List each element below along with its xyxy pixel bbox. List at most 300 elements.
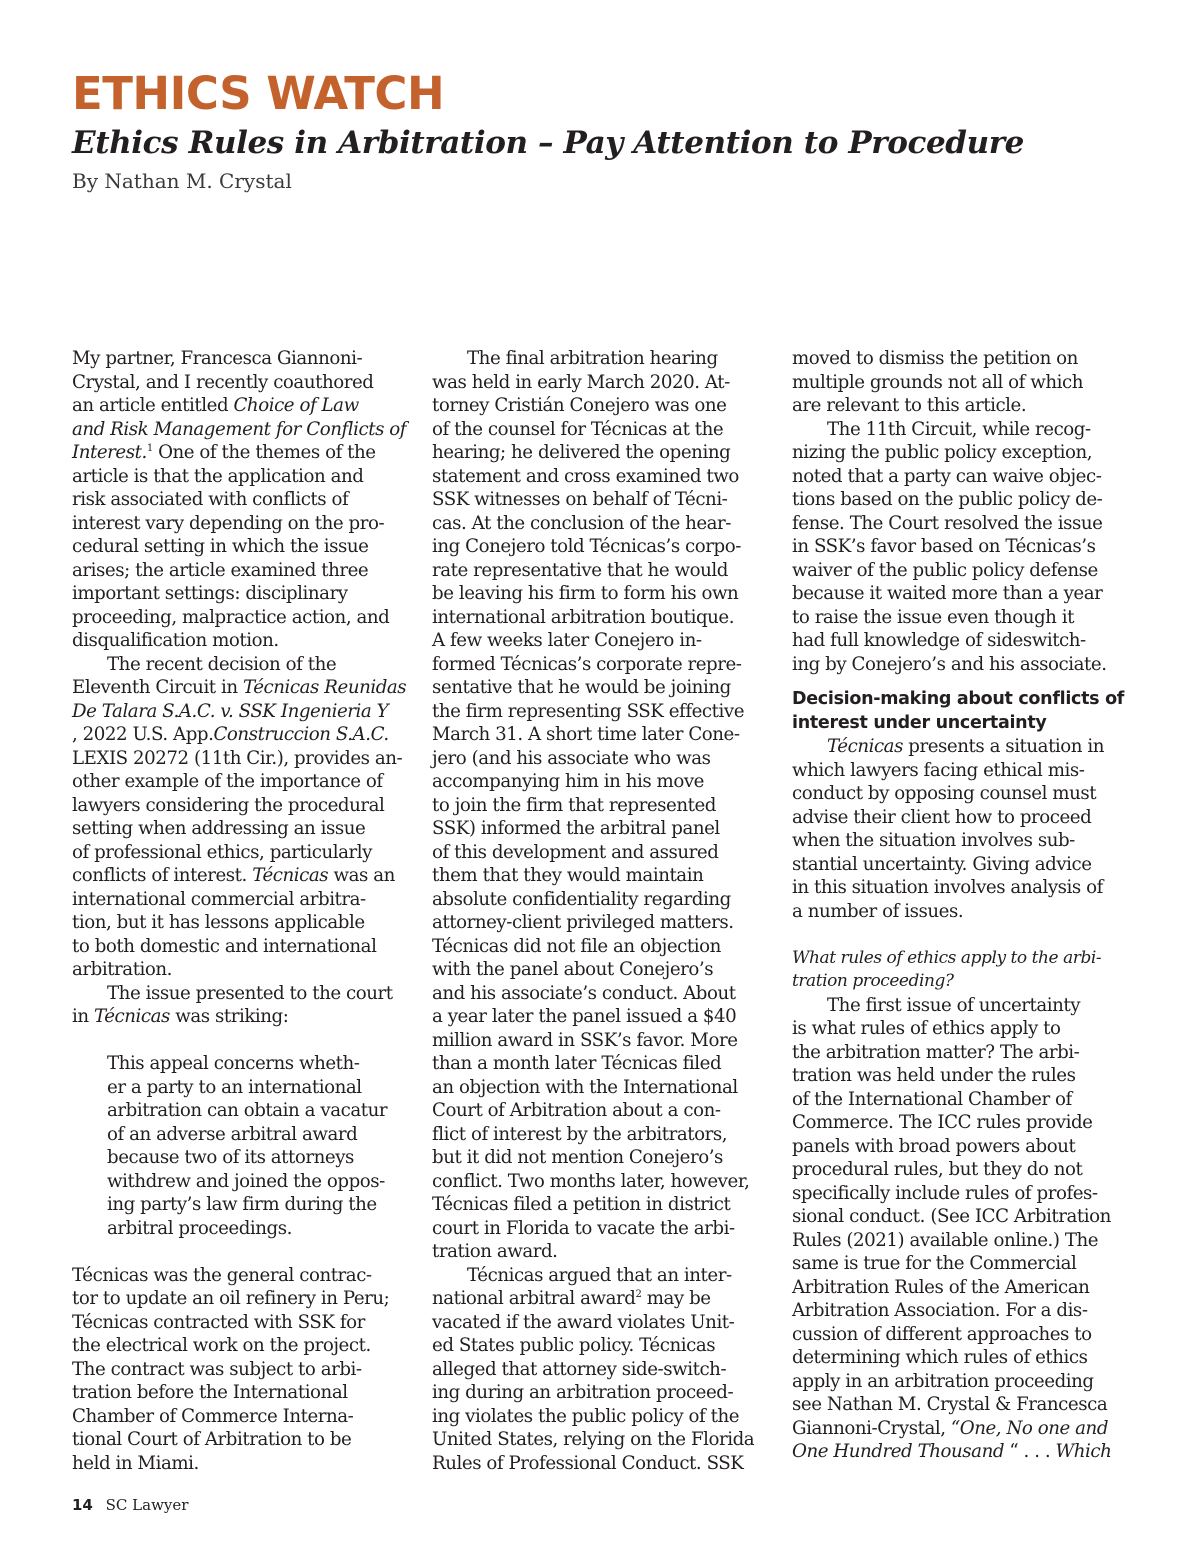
line-text: hearing; he delivered the opening <box>432 442 731 463</box>
text-line <box>72 982 414 1006</box>
line-text: My partner, Francesca Giannoni- <box>72 348 363 369</box>
publication-name: SC Lawyer <box>105 1496 189 1514</box>
text-line <box>72 817 414 841</box>
text-line <box>72 371 414 395</box>
text-line <box>792 1370 1134 1394</box>
italic-text: Choice of Law <box>233 395 359 416</box>
text-line <box>432 747 774 771</box>
text-column-2 <box>432 347 774 1475</box>
text-line <box>432 958 774 982</box>
line-text: statement and cross examined two <box>432 465 739 487</box>
text-line <box>432 1029 774 1053</box>
line-text: jero (and his associate who was <box>432 747 711 769</box>
text-line <box>792 1323 1134 1347</box>
line-text: tions based on the public policy de- <box>792 489 1103 510</box>
line-text: was an <box>328 865 395 886</box>
text-line <box>792 535 1134 559</box>
text-line <box>792 606 1134 630</box>
text-line <box>792 1346 1134 1370</box>
text-line <box>72 653 414 677</box>
italic-subhead-text: What rules of ethics apply to the arbi- <box>792 947 1102 968</box>
text-line <box>792 900 1134 924</box>
line-text: stantial uncertainty. Giving advice <box>792 853 1092 875</box>
line-text: be leaving his firm to form his own <box>432 583 739 604</box>
text-line <box>792 1111 1134 1135</box>
text-line <box>432 864 774 888</box>
text-column-1 <box>72 347 414 1475</box>
text-line <box>432 1334 774 1358</box>
line-text: see Nathan M. Crystal & Francesca <box>792 1394 1108 1415</box>
line-text: SSK) informed the arbitral panel <box>432 818 720 839</box>
line-text: cas. At the conclusion of the hear- <box>432 512 731 534</box>
line-text: same is true for the Commercial <box>792 1253 1077 1274</box>
text-line <box>792 1088 1134 1112</box>
line-text: tor to update an oil refinery in Peru; <box>72 1288 390 1309</box>
line-text: because two of its attorneys <box>107 1147 354 1168</box>
text-line <box>72 1405 414 1429</box>
text-line <box>72 394 414 418</box>
text-line <box>792 1205 1134 1229</box>
italic-text: Which <box>1055 1441 1112 1462</box>
line-text: of this development and assured <box>432 841 719 863</box>
text-line <box>432 629 774 653</box>
line-text: national arbitral award <box>432 1288 636 1309</box>
line-text: of an adverse arbitral award <box>107 1123 358 1145</box>
text-line <box>72 347 414 371</box>
text-line <box>432 1358 774 1382</box>
line-text: article is that the application and <box>72 465 364 487</box>
text-line <box>792 559 1134 583</box>
line-text: LEXIS 20272 (11th Cir.), provides an- <box>72 747 403 769</box>
line-text: an article entitled <box>72 395 234 416</box>
line-text: ing party’s law firm during the <box>107 1194 377 1215</box>
text-line <box>792 465 1134 489</box>
line-text: ing Conejero told Técnicas’s corpo- <box>432 536 741 557</box>
line-text: sional conduct. (See ICC Arbitration <box>792 1206 1111 1227</box>
line-text: because it waited more than a year <box>792 583 1103 604</box>
blockquote-line <box>72 1146 414 1170</box>
text-line <box>792 512 1134 536</box>
line-text: Rules (2021) available online.) The <box>792 1229 1099 1251</box>
line-text: arbitration can obtain a vacatur <box>107 1100 388 1121</box>
line-text: conflicts of interest. <box>72 865 253 886</box>
text-line <box>72 888 414 912</box>
line-text: in <box>72 1006 94 1027</box>
line-text: specifically include rules of profes- <box>792 1182 1098 1204</box>
text-line <box>432 770 774 794</box>
text-line <box>72 465 414 489</box>
text-line <box>792 1252 1134 1276</box>
line-text: in SSK’s favor based on Técnicas’s <box>792 536 1096 557</box>
text-line <box>432 1311 774 1335</box>
text-line <box>72 1264 414 1288</box>
paragraph-gap <box>72 1029 414 1053</box>
text-line <box>792 735 1134 759</box>
text-line <box>432 841 774 865</box>
text-line <box>432 1240 774 1264</box>
text-line <box>432 559 774 583</box>
text-line <box>432 1287 774 1311</box>
text-line <box>792 1135 1134 1159</box>
line-text: arbitral proceedings. <box>107 1217 292 1239</box>
paragraph-gap <box>792 676 1134 688</box>
text-line <box>432 582 774 606</box>
text-line <box>792 1182 1134 1206</box>
line-text: them that they would maintain <box>432 865 704 886</box>
line-text: determining which rules of ethics <box>792 1347 1088 1368</box>
line-text: arises; the article examined three <box>72 559 369 581</box>
line-text: advise their client how to proceed <box>792 806 1092 828</box>
line-text: international commercial arbitra- <box>72 888 366 910</box>
text-line <box>72 864 414 888</box>
line-text: The contract was subject to arbi- <box>72 1358 362 1380</box>
article-header <box>72 66 1132 196</box>
text-line <box>792 759 1134 783</box>
line-text: waiver of the public policy defense <box>792 559 1098 581</box>
line-text: Crystal, and I recently coauthored <box>72 371 374 393</box>
text-line <box>792 947 1134 971</box>
line-text: Arbitration Association. For a dis- <box>792 1300 1088 1321</box>
text-line <box>432 512 774 536</box>
line-text: tion, but it has lessons applicable <box>72 912 365 933</box>
text-line <box>792 970 1134 994</box>
text-line <box>432 817 774 841</box>
text-line <box>792 1440 1134 1464</box>
line-text: withdrew and joined the oppos- <box>107 1170 385 1192</box>
line-text: tration before the International <box>72 1382 348 1403</box>
text-line <box>432 1170 774 1194</box>
text-line <box>792 347 1134 371</box>
line-text: flict of interest by the arbitrators, <box>432 1123 728 1145</box>
line-text: court in Florida to vacate the arbi- <box>432 1217 735 1239</box>
text-line <box>792 371 1134 395</box>
paragraph-gap <box>792 923 1134 947</box>
text-line <box>432 465 774 489</box>
line-text: United States, relying on the Florida <box>432 1429 755 1450</box>
line-text: Arbitration Rules of the American <box>792 1276 1090 1298</box>
line-text: , 2022 U.S. App. <box>72 724 214 745</box>
line-text: ing violates the public policy of the <box>432 1405 740 1427</box>
line-text: Técnicas contracted with SSK for <box>72 1311 365 1333</box>
text-line <box>72 676 414 700</box>
text-line <box>432 1052 774 1076</box>
text-line <box>432 982 774 1006</box>
subheading-line: Decision-making about conflicts of <box>792 689 1125 709</box>
line-text: conduct by opposing counsel must <box>792 783 1097 804</box>
text-line <box>72 1005 414 1029</box>
text-column-3 <box>792 347 1134 1464</box>
line-text: the electrical work on the project. <box>72 1335 371 1356</box>
text-line <box>432 1146 774 1170</box>
text-line <box>432 1428 774 1452</box>
line-text: One of the themes of the <box>152 442 376 463</box>
italic-text: De Talara S.A.C. v. SSK Ingenieria Y <box>72 700 389 722</box>
text-line <box>72 559 414 583</box>
text-line <box>792 653 1134 677</box>
line-text: presents a situation in <box>902 736 1105 757</box>
line-text: when the situation involves sub- <box>792 830 1075 851</box>
italic-text: Construccion S.A.C. <box>213 724 389 745</box>
text-line <box>432 1193 774 1217</box>
text-line <box>432 794 774 818</box>
line-text: was striking: <box>169 1006 289 1027</box>
text-line <box>72 841 414 865</box>
page-footer <box>72 1496 188 1514</box>
footnote-ref: 1 <box>146 443 153 454</box>
italic-text: Técnicas Reunidas <box>242 677 407 698</box>
text-line <box>432 700 774 724</box>
line-text: tional Court of Arbitration to be <box>72 1429 352 1450</box>
line-text: tration was held under the rules <box>792 1065 1076 1086</box>
line-text: Técnicas was the general contrac- <box>72 1264 372 1286</box>
italic-text: One Hundred Thousand <box>792 1441 1005 1462</box>
line-text: A few weeks later Conejero in- <box>432 630 702 651</box>
text-line <box>72 935 414 959</box>
author-byline: By Nathan M. Crystal <box>72 169 292 193</box>
footnote-ref: 2 <box>635 1289 642 1300</box>
blockquote-line <box>72 1217 414 1241</box>
text-line <box>72 794 414 818</box>
italic-text: Técnicas <box>93 1006 170 1027</box>
line-text: fense. The Court resolved the issue <box>792 512 1103 534</box>
text-line <box>72 1334 414 1358</box>
text-line <box>72 1358 414 1382</box>
line-text: the firm representing SSK effective <box>432 700 745 722</box>
line-text: noted that a party can waive objec- <box>792 465 1102 487</box>
line-text: cussion of different approaches to <box>792 1323 1092 1345</box>
line-text: setting when addressing an issue <box>72 818 366 839</box>
line-text: er a party to an international <box>107 1076 362 1098</box>
text-line <box>792 418 1134 442</box>
line-text: but it did not mention Conejero’s <box>432 1147 723 1168</box>
text-line <box>792 853 1134 877</box>
line-text: the arbitration matter? The arbi- <box>792 1041 1080 1063</box>
text-line <box>432 935 774 959</box>
text-line <box>72 747 414 771</box>
text-line <box>792 876 1134 900</box>
text-line <box>72 441 414 465</box>
line-text: absolute confidentiality regarding <box>432 888 731 910</box>
line-text: interest vary depending on the pro- <box>72 512 385 534</box>
text-line <box>72 700 414 724</box>
line-text: This appeal concerns wheth- <box>107 1053 360 1074</box>
text-line <box>432 488 774 512</box>
text-line <box>432 606 774 630</box>
line-text: Commerce. The ICC rules provide <box>792 1112 1093 1133</box>
text-line <box>792 629 1134 653</box>
line-text: may be <box>641 1288 711 1309</box>
text-line <box>792 1393 1134 1417</box>
line-text: ing during an arbitration proceed- <box>432 1382 734 1403</box>
line-text: than a month later Técnicas filed <box>432 1053 722 1074</box>
line-text: March 31. A short time later Cone- <box>432 724 740 745</box>
text-line <box>72 1311 414 1335</box>
line-text: was held in early March 2020. At- <box>432 371 730 393</box>
line-text: to raise the issue even though it <box>792 606 1074 628</box>
text-line <box>72 535 414 559</box>
text-line <box>792 829 1134 853</box>
text-line <box>72 582 414 606</box>
line-text: alleged that attorney side-switch- <box>432 1358 727 1380</box>
line-text: procedural rules, but they do not <box>792 1159 1083 1180</box>
subheading-line: interest under uncertainty <box>792 712 1047 733</box>
text-line <box>72 723 414 747</box>
blockquote-line <box>72 1052 414 1076</box>
text-line <box>792 441 1134 465</box>
line-text: tration award. <box>432 1241 558 1262</box>
line-text: to join the firm that represented <box>432 794 716 816</box>
line-text: held in Miami. <box>72 1452 199 1474</box>
line-text: apply in an arbitration proceeding <box>792 1370 1094 1392</box>
text-line <box>432 1217 774 1241</box>
line-text: an objection with the International <box>432 1076 738 1098</box>
text-line <box>792 994 1134 1018</box>
line-text: in this situation involves analysis of <box>792 877 1103 898</box>
line-text: with the panel about Conejero’s <box>432 959 714 980</box>
text-line <box>72 488 414 512</box>
line-text: risk associated with conflicts of <box>72 489 349 510</box>
text-line <box>72 629 414 653</box>
text-line <box>792 1064 1134 1088</box>
blockquote-line <box>72 1193 414 1217</box>
line-text: attorney-client privileged matters. <box>432 912 734 933</box>
text-line <box>432 723 774 747</box>
line-text: nizing the public policy exception, <box>792 442 1093 463</box>
text-line <box>432 441 774 465</box>
line-text: had full knowledge of sideswitch- <box>792 630 1086 651</box>
line-text: other example of the importance of <box>72 771 383 792</box>
text-line <box>432 911 774 935</box>
line-text: ed States public policy. Técnicas <box>432 1335 716 1356</box>
blockquote-line <box>72 1099 414 1123</box>
line-text: Eleventh Circuit in <box>72 677 243 698</box>
line-text: formed Técnicas’s corporate repre- <box>432 653 742 675</box>
article-headline: Ethics Rules in Arbitration – Pay Attention to Procedure <box>72 125 1024 161</box>
italic-text: and Risk Management for Conflicts of <box>72 418 407 440</box>
italic-text: Técnicas <box>252 865 329 886</box>
line-text: accompanying him in his move <box>432 771 704 792</box>
line-text: The 11th Circuit, while recog- <box>827 418 1091 440</box>
line-text: ing by Conejero’s and his associate. <box>792 653 1107 675</box>
italic-text: Técnicas <box>827 736 903 757</box>
line-text: which lawyers facing ethical mis- <box>792 759 1085 781</box>
line-text: a year later the panel issued a $40 <box>432 1006 737 1027</box>
text-line <box>432 1452 774 1476</box>
text-line <box>432 653 774 677</box>
line-text: The issue presented to the court <box>107 982 393 1004</box>
text-line <box>72 770 414 794</box>
text-line <box>432 888 774 912</box>
text-line <box>72 911 414 935</box>
text-line <box>792 1158 1134 1182</box>
text-line <box>432 1123 774 1147</box>
line-text: torney Cristián Conejero was one <box>432 395 727 416</box>
text-line <box>432 1381 774 1405</box>
text-line <box>792 582 1134 606</box>
text-line <box>72 1428 414 1452</box>
text-line <box>72 512 414 536</box>
text-line <box>792 782 1134 806</box>
line-text: important settings: disciplinary <box>72 583 348 604</box>
text-line <box>432 394 774 418</box>
line-text: rate representative that he would <box>432 559 728 581</box>
line-text: million award in SSK’s favor. More <box>432 1029 738 1051</box>
line-text: Técnicas argued that an inter- <box>467 1264 732 1286</box>
line-text: The first issue of uncertainty <box>827 994 1081 1016</box>
line-text: of the counsel for Técnicas at the <box>432 418 724 440</box>
text-line <box>72 1452 414 1476</box>
text-line <box>792 1299 1134 1323</box>
text-line <box>72 606 414 630</box>
text-line <box>432 347 774 371</box>
line-text: of the International Chamber of <box>792 1088 1072 1110</box>
line-text: sentative that he would be joining <box>432 677 731 698</box>
text-line <box>792 488 1134 512</box>
blockquote-line <box>72 1123 414 1147</box>
text-line <box>432 1264 774 1288</box>
line-text: disqualification motion. <box>72 630 279 651</box>
page-number: 14 <box>72 1496 93 1514</box>
line-text: The final arbitration hearing <box>467 348 718 369</box>
text-line <box>72 1381 414 1405</box>
line-text: Técnicas filed a petition in district <box>432 1194 731 1215</box>
text-line <box>432 371 774 395</box>
text-line <box>72 418 414 442</box>
text-line <box>792 806 1134 830</box>
line-text: Court of Arbitration about a con- <box>432 1100 721 1121</box>
text-line <box>72 958 414 982</box>
section-title: ETHICS WATCH <box>72 67 445 120</box>
text-line <box>792 1017 1134 1041</box>
line-text: Giannoni-Crystal, <box>792 1417 951 1439</box>
italic-text: Interest. <box>72 442 147 463</box>
text-line <box>432 1005 774 1029</box>
line-text: cedural setting in which the issue <box>72 536 369 557</box>
text-line <box>792 1229 1134 1253</box>
text-line <box>432 418 774 442</box>
line-text: Técnicas did not file an objection <box>432 935 721 957</box>
line-text: moved to dismiss the petition on <box>792 348 1078 369</box>
line-text: a number of issues. <box>792 900 964 922</box>
line-text: panels with broad powers about <box>792 1135 1076 1157</box>
line-text: arbitration. <box>72 959 173 980</box>
line-text: SSK witnesses on behalf of Técni- <box>432 489 728 510</box>
text-line <box>792 1417 1134 1441</box>
text-line <box>432 1405 774 1429</box>
line-text: The recent decision of the <box>107 653 337 675</box>
blockquote-line <box>72 1170 414 1194</box>
text-line <box>432 676 774 700</box>
line-text: to both domestic and international <box>72 935 377 957</box>
text-line <box>432 535 774 559</box>
text-line <box>792 394 1134 418</box>
line-text: is what rules of ethics apply to <box>792 1018 1061 1039</box>
italic-subhead-text: tration proceeding? <box>792 971 954 991</box>
line-text: lawyers considering the procedural <box>72 794 385 816</box>
line-text: are relevant to this article. <box>792 395 1027 416</box>
line-text: “ . . . <box>1004 1441 1056 1462</box>
text-line <box>432 1099 774 1123</box>
text-line <box>792 1041 1134 1065</box>
line-text: Chamber of Commerce Interna- <box>72 1405 354 1427</box>
line-text: international arbitration boutique. <box>432 606 735 628</box>
line-text: vacated if the award violates Unit- <box>432 1311 735 1333</box>
line-text: Rules of Professional Conduct. SSK <box>432 1452 744 1474</box>
line-text: conflict. Two months later, however, <box>432 1170 750 1192</box>
line-text: multiple grounds not all of which <box>792 371 1083 393</box>
line-text: proceeding, malpractice action, and <box>72 606 390 628</box>
blockquote-line <box>72 1076 414 1100</box>
